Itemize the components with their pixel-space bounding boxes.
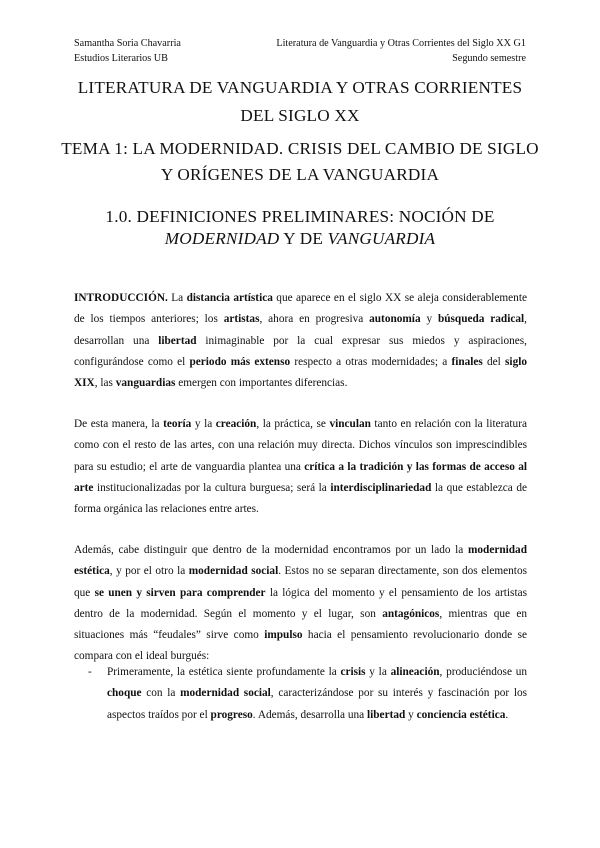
list-marker: - xyxy=(88,666,92,678)
text-run: , y por el otro la xyxy=(109,565,189,578)
emphasis: creación xyxy=(215,418,257,430)
emphasis: interdisciplinariedad xyxy=(330,481,432,494)
text-run: , mientras que en situaciones más “feudales” sirve como xyxy=(74,607,528,642)
page-header-left xyxy=(74,36,181,66)
text-run: hacia el pensamiento revolucionario donde se compara con el ideal burgués: xyxy=(74,629,527,663)
text-run: emergen con importantes diferencias. xyxy=(175,377,348,390)
text-run: y la xyxy=(365,666,391,678)
text-run: que aparece en el siglo XX se aleja considerablemente de los tiempos anteriores; los xyxy=(74,292,527,326)
text-run: De esta manera, la xyxy=(74,418,164,430)
paragraph-teoria-creacion xyxy=(74,414,527,520)
emphasis: antagónicos xyxy=(382,607,440,620)
emphasis: distancia artística xyxy=(186,292,273,304)
emphasis: choque xyxy=(107,687,142,700)
section-title-and: Y DE xyxy=(283,229,324,248)
emphasis: crisis xyxy=(340,666,366,678)
header-author: Samantha Soria Chavarria xyxy=(74,38,181,49)
emphasis: libertad xyxy=(158,334,197,347)
text-run: . xyxy=(505,708,509,721)
section-term-modernidad: MODERNIDAD xyxy=(164,229,280,248)
emphasis: modernidad estética xyxy=(74,544,527,578)
text-run: , las xyxy=(94,377,116,390)
header-semester: Segundo semestre xyxy=(452,53,526,64)
text-run: inimaginable por la cual expresar sus miedos y aspiraciones, configurándose como el xyxy=(74,334,527,368)
text-run: , la práctica, se xyxy=(256,418,330,430)
text-run: y la xyxy=(191,418,216,430)
emphasis: libertad xyxy=(367,708,406,721)
text-run: la que establezca de forma orgánica las relaciones entre artes. xyxy=(74,481,527,516)
emphasis: se unen y sirven para comprender xyxy=(94,586,266,599)
text-run: del xyxy=(482,355,506,368)
emphasis: progreso xyxy=(210,708,253,721)
text-run: con la xyxy=(141,687,181,700)
main-title: LITERATURA DE VANGUARDIA Y OTRAS CORRIENTES DEL SIGLO XX xyxy=(77,78,523,125)
bullet-list xyxy=(74,662,527,726)
emphasis: crítica a la tradición y las formas de acceso al arte xyxy=(74,460,528,494)
text-run: la lógica del momento y el pensamiento de los artistas dentro de la modernidad. Según el momento y el lugar, son xyxy=(74,586,528,620)
emphasis: modernidad social xyxy=(188,565,279,578)
paragraph-modernidad xyxy=(74,540,527,668)
emphasis: periodo más extenso xyxy=(189,355,291,368)
text-run: Además, cabe distinguir que dentro de la modernidad encontramos por un lado la xyxy=(74,544,468,556)
text-run: . Además, desarrolla una xyxy=(252,708,367,721)
emphasis: teoría xyxy=(163,418,192,430)
emphasis: conciencia estética xyxy=(416,708,506,721)
section-term-vanguardia: VANGUARDIA xyxy=(327,229,436,248)
emphasis: vanguardias xyxy=(115,377,176,390)
text-run: . Estos no se separan directamente, son dos elementos que xyxy=(74,565,527,599)
text-run: Primeramente, la estética siente profundamente la xyxy=(107,666,341,678)
emphasis: alineación xyxy=(390,666,440,678)
emphasis: artistas xyxy=(223,313,260,326)
emphasis: modernidad social xyxy=(180,687,271,700)
emphasis: autonomía xyxy=(369,313,421,326)
paragraph-introduction xyxy=(74,288,527,394)
emphasis: siglo XIX xyxy=(74,355,528,390)
text-run: institucionalizadas por la cultura burguesa; será la xyxy=(93,481,331,494)
text-run: La xyxy=(167,292,187,304)
text-run: , desarrollan una xyxy=(74,313,527,347)
topic-title: TEMA 1: LA MODERNIDAD. CRISIS DEL CAMBIO DE SIGLO Y ORÍGENES DE LA VANGUARDIA xyxy=(61,139,539,184)
page-header-right xyxy=(276,36,526,66)
text-run: , produciéndose un xyxy=(439,666,527,678)
emphasis: finales xyxy=(451,355,483,368)
header-course: Literatura de Vanguardia y Otras Corrientes del Siglo XX G1 xyxy=(276,38,526,49)
text-run: respecto a otras modernidades; a xyxy=(290,355,452,368)
text-run: y xyxy=(405,708,417,721)
text-run: , ahora en progresiva xyxy=(259,313,370,326)
emphasis: impulso xyxy=(264,629,303,642)
header-program: Estudios Literarios UB xyxy=(74,53,168,64)
text-run: tanto en relación con la literatura como con el resto de las artes, con una relación muy directa. Dichos vínculos son imprescindibles para su estudio; el arte de vanguardia plantea una xyxy=(74,418,527,473)
section-title xyxy=(60,206,540,250)
text-run: , caracterizándose por su interés y fascinación por los aspectos traídos por el xyxy=(107,687,528,721)
intro-label: INTRODUCCIÓN. xyxy=(74,292,168,304)
section-title-prefix: 1.0. DEFINICIONES PRELIMINARES: NOCIÓN DE xyxy=(105,207,495,226)
emphasis: búsqueda radical xyxy=(437,313,525,326)
list-item xyxy=(74,662,527,726)
text-run: y xyxy=(420,313,438,326)
emphasis: vinculan xyxy=(329,418,371,430)
